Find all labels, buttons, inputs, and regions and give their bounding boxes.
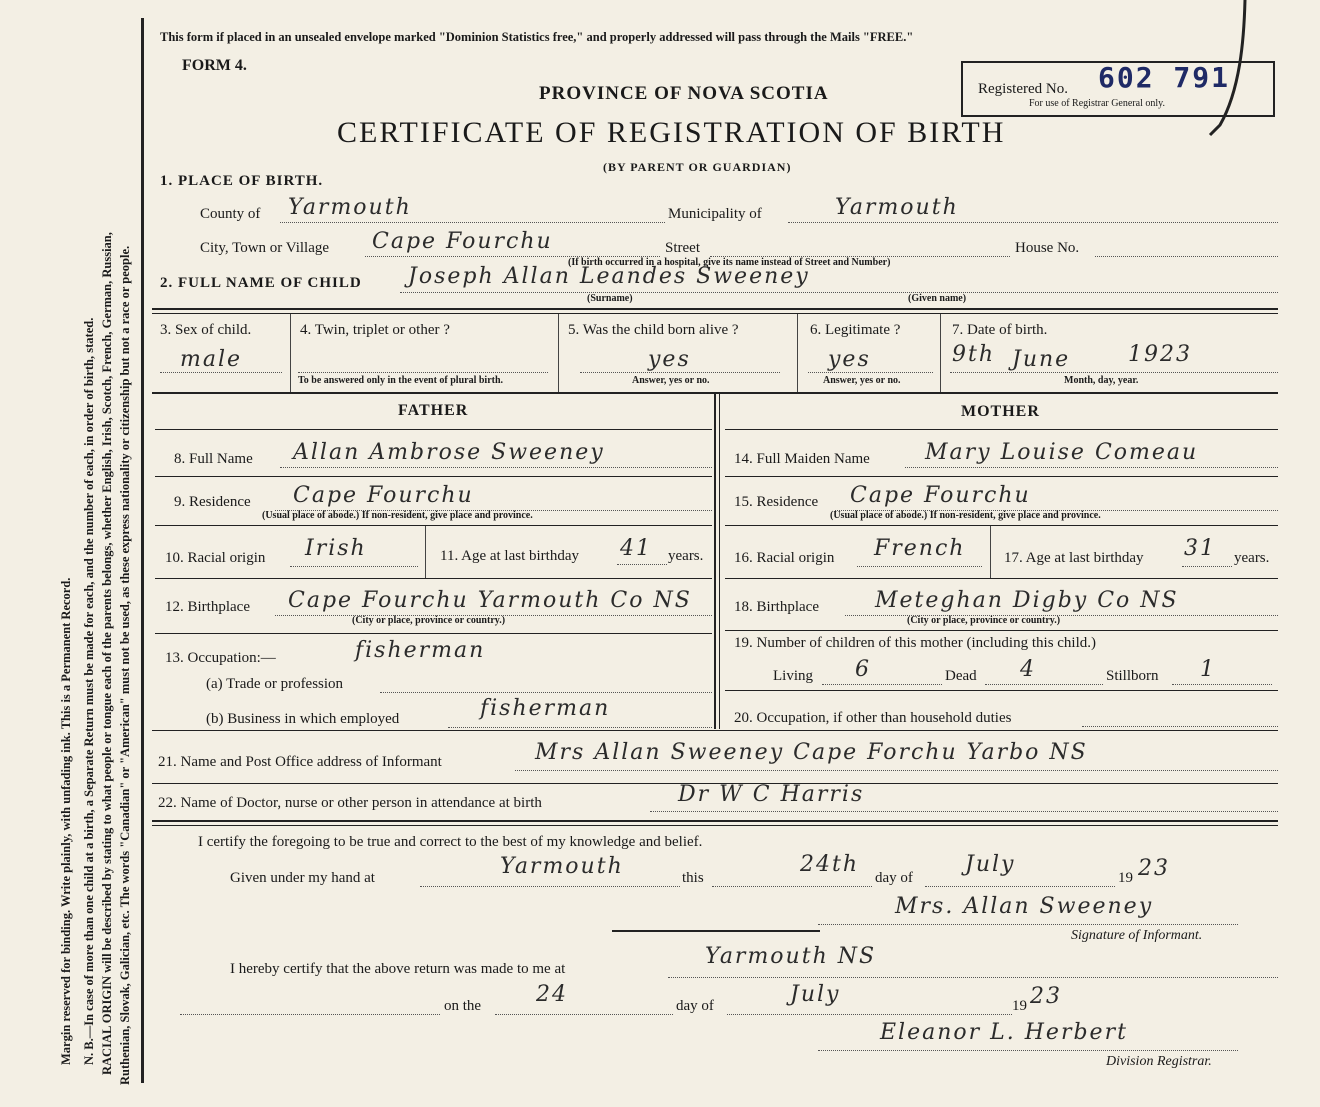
division-registrar-label: Division Registrar. — [1106, 1054, 1212, 1069]
day-of-label: day of — [875, 870, 913, 886]
informant-signature: Mrs. Allan Sweeney — [895, 894, 1154, 919]
mother-birthplace-value: Meteghan Digby Co NS — [875, 588, 1179, 613]
registrar-general-note: For use of Registrar General only. — [1029, 98, 1165, 109]
municipality-label: Municipality of — [668, 206, 762, 222]
certificate-title: CERTIFICATE OF REGISTRATION OF BIRTH — [337, 116, 1006, 149]
business-label: (b) Business in which employed — [206, 711, 400, 727]
margin-note-racial-origin-2: Ruthenian, Slovak, Galician, etc. The words "Canadian" or "American" must not be used, as these express nationality or citizenship but not a race or people. — [118, 245, 132, 1085]
doctor-value: Dr W C Harris — [678, 782, 865, 807]
dob-month: June — [1012, 347, 1071, 372]
father-age-label: 11. Age at last birthday — [440, 548, 579, 564]
registered-label: Registered No. — [978, 81, 1068, 97]
certify-year-value: 23 — [1138, 856, 1170, 881]
dob-note: Month, day, year. — [1064, 375, 1139, 386]
registrar-statement: I hereby certify that the above return was made to me at — [230, 961, 566, 977]
house-number-label: House No. — [1015, 240, 1080, 256]
father-residence-value: Cape Fourchu — [293, 483, 474, 508]
pen-stroke — [1200, 0, 1260, 140]
dob-label: 7. Date of birth. — [952, 322, 1048, 338]
certify-month-value: July — [965, 852, 1016, 877]
province-heading: PROVINCE OF NOVA SCOTIA — [539, 83, 829, 104]
mother-age-value: 31 — [1184, 536, 1216, 561]
legitimate-label: 6. Legitimate ? — [810, 322, 901, 338]
given-under-label: Given under my hand at — [230, 870, 375, 886]
margin-border — [141, 18, 144, 1083]
father-name-value: Allan Ambrose Sweeney — [293, 440, 605, 465]
mother-birthplace-label: 18. Birthplace — [734, 599, 819, 615]
certificate-subtitle: (BY PARENT OR GUARDIAN) — [603, 160, 792, 174]
father-birthplace-label: 12. Birthplace — [165, 599, 250, 615]
given-place-value: Yarmouth — [500, 854, 624, 879]
registrar-day-value: 24 — [536, 982, 568, 1007]
registered-number: 602 791 — [1098, 61, 1231, 94]
father-name-label: 8. Full Name — [174, 451, 253, 467]
sex-value: male — [180, 347, 243, 372]
father-race-label: 10. Racial origin — [165, 550, 266, 566]
child-name-value: Joseph Allan Leandes Sweeney — [408, 264, 810, 289]
living-label: Living — [773, 668, 813, 684]
year-prefix: 19 — [1118, 870, 1133, 886]
children-count-label: 19. Number of children of this mother (including this child.) — [734, 635, 1097, 651]
mother-age-label: 17. Age at last birthday — [1004, 550, 1144, 566]
father-age-value: 41 — [620, 536, 652, 561]
county-value: Yarmouth — [288, 195, 412, 220]
mail-note: This form if placed in an unsealed envelope marked "Dominion Statistics free," and properly addressed will pass through the Mails "FREE." — [160, 30, 914, 44]
margin-note-racial-origin-1: RACIAL ORIGIN will be described by stating to what people or tongue each of the parents belongs, whether English, Irish, Scotch, French, German, Russian, — [100, 232, 114, 1075]
dob-day: 9th — [952, 342, 996, 367]
mother-race-label: 16. Racial origin — [734, 550, 835, 566]
father-occupation-label: 13. Occupation:— — [165, 650, 276, 666]
dead-label: Dead — [945, 668, 977, 684]
born-alive-value: yes — [648, 347, 691, 372]
child-name-label: 2. FULL NAME OF CHILD — [160, 275, 362, 291]
business-value: fisherman — [480, 696, 611, 721]
informant-label: 21. Name and Post Office address of Informant — [158, 754, 442, 770]
registrar-month-value: July — [790, 982, 841, 1007]
sex-label: 3. Sex of child. — [160, 322, 252, 338]
registrar-day-of-label: day of — [676, 998, 714, 1014]
given-name-note: (Given name) — [908, 293, 967, 304]
trade-label: (a) Trade or profession — [206, 676, 344, 692]
father-birthplace-value: Cape Fourchu Yarmouth Co NS — [288, 588, 692, 613]
certification-statement: I certify the foregoing to be true and correct to the best of my knowledge and belief. — [198, 834, 703, 850]
mother-name-label: 14. Full Maiden Name — [734, 451, 870, 467]
surname-note: (Surname) — [587, 293, 633, 304]
mother-race-value: French — [874, 536, 966, 561]
born-alive-note: Answer, yes or no. — [632, 375, 710, 386]
municipality-value: Yarmouth — [835, 195, 959, 220]
father-birthplace-note: (City or place, province or country.) — [352, 615, 506, 626]
legitimate-note: Answer, yes or no. — [823, 375, 901, 386]
father-residence-label: 9. Residence — [174, 494, 251, 510]
registrar-signature: Eleanor L. Herbert — [880, 1020, 1128, 1045]
stillborn-label: Stillborn — [1106, 668, 1159, 684]
born-alive-label: 5. Was the child born alive ? — [568, 322, 739, 338]
hospital-note: (If birth occurred in a hospital, give its name instead of Street and Number) — [568, 257, 891, 268]
father-heading: FATHER — [398, 402, 469, 419]
registrar-place-value: Yarmouth NS — [705, 944, 877, 969]
mother-heading: MOTHER — [961, 403, 1040, 420]
stillborn-value: 1 — [1200, 657, 1216, 682]
twin-label: 4. Twin, triplet or other ? — [300, 322, 450, 338]
street-label: Street — [665, 240, 700, 256]
informant-value: Mrs Allan Sweeney Cape Forchu Yarbo NS — [535, 740, 1088, 765]
father-race-value: Irish — [305, 536, 367, 561]
margin-note-plural-birth: N. B.—In case of more than one child at a birth, a Separate Return must be made for each, and the number of each, in order of birth, stated. — [82, 317, 96, 1065]
dead-value: 4 — [1020, 657, 1036, 682]
mother-residence-note: (Usual place of abode.) If non-resident, give place and province. — [830, 510, 1101, 521]
mother-residence-value: Cape Fourchu — [850, 483, 1031, 508]
doctor-label: 22. Name of Doctor, nurse or other person in attendance at birth — [158, 795, 542, 811]
legitimate-value: yes — [828, 347, 871, 372]
mother-residence-label: 15. Residence — [734, 494, 819, 510]
father-occupation-value: fisherman — [355, 638, 486, 663]
certify-day-value: 24th — [800, 852, 860, 877]
mother-birthplace-note: (City or place, province or country.) — [907, 615, 1061, 626]
father-residence-note: (Usual place of abode.) If non-resident, give place and province. — [262, 510, 533, 521]
county-label: County of — [200, 206, 261, 222]
city-value: Cape Fourchu — [372, 229, 553, 254]
this-label: this — [682, 870, 704, 886]
on-the-label: on the — [444, 998, 482, 1014]
registrar-year-prefix: 19 — [1012, 998, 1027, 1014]
registrar-year-value: 23 — [1030, 984, 1062, 1009]
margin-note-binding: Margin reserved for binding. Write plainly, with unfading ink. This is a Permanent Record. — [59, 577, 73, 1065]
dob-year: 1923 — [1128, 342, 1192, 367]
father-age-unit: years. — [668, 548, 704, 564]
city-label: City, Town or Village — [200, 240, 330, 256]
twin-note: To be answered only in the event of plural birth. — [298, 375, 504, 386]
place-section-label: 1. PLACE OF BIRTH. — [160, 173, 324, 189]
signature-label: Signature of Informant. — [1071, 928, 1203, 943]
living-value: 6 — [855, 657, 871, 682]
mother-age-unit: years. — [1234, 550, 1270, 566]
mother-occupation-label: 20. Occupation, if other than household duties — [734, 710, 1012, 726]
mother-name-value: Mary Louise Comeau — [925, 440, 1199, 465]
form-number: FORM 4. — [182, 57, 247, 74]
